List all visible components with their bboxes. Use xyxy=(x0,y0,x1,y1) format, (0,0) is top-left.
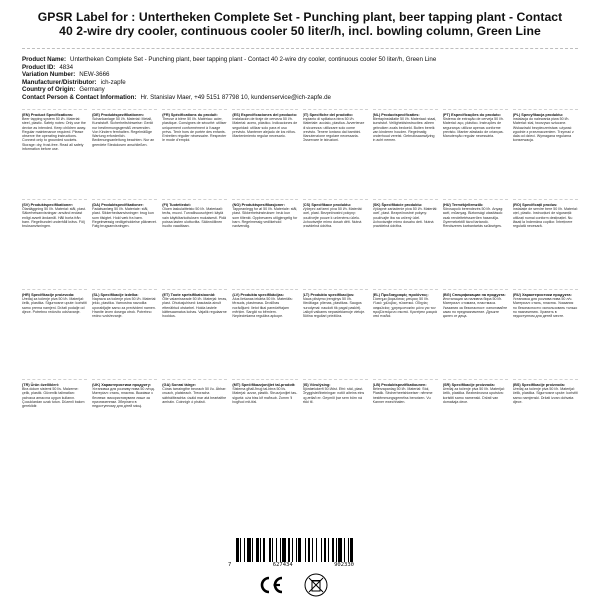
info-value: Germany xyxy=(79,86,105,94)
language-block-heading: (RU) Характеристики продукта: xyxy=(512,292,572,297)
language-block xyxy=(303,199,368,287)
language-block-heading: (SR) Specifikacije proizvoda: xyxy=(442,382,495,387)
info-row xyxy=(22,79,578,87)
language-block-text: Instalație de servire bere 50 l/h. Material: oțel, plastic. Instrucțiuni de siguranță: utilizați numai conform destinației. Nu lăsați la îndemâna copiilor. Întreținere regulată necesară. xyxy=(512,206,578,229)
language-block-text: Výčapné zariadenie piva 50 l/h. Materiál: oceľ, plast. Bezpečnostné pokyny: používajte iba na určený účel. Uchovávajte mimo dosahu detí. Nutná pravidelná údržba. xyxy=(372,206,438,229)
language-block-heading: (SK) Špecifikácie produktu: xyxy=(372,202,423,207)
language-block xyxy=(303,109,368,197)
language-block-heading: (BS) Specifikacije proizvoda: xyxy=(512,382,565,387)
ce-mark-icon xyxy=(258,576,284,594)
language-block-text: Naprava za točenje piva 50 l/h. Material: jeklo, plastika. Varnostna navodila: uporabljajte samo za predvideni namen. Hranite izven dosega otrok. Potrebno redno vzdrževanje. xyxy=(92,296,157,319)
language-block-text: Установка для розливу пива 50 л/год. Матеріал: сталь, пластик. Вказівки з безпеки: використовувати лише за призначенням. Зберігати в недоступному для дітей місці. xyxy=(92,386,155,409)
label-footer xyxy=(0,536,600,600)
language-block xyxy=(232,289,297,377)
language-block xyxy=(373,109,438,197)
language-block xyxy=(162,379,227,467)
language-block-heading: (SV) Produktspecifikationer: xyxy=(22,202,74,207)
ean-barcode xyxy=(228,538,354,570)
crossed-out-bin-icon xyxy=(304,573,328,597)
language-block-heading: (MT) Speċifikazzjonijiet tal-prodott: xyxy=(232,382,296,387)
language-block-text: Oluen laskulaitteisto 50 l/h. Materiaali: teräs, muovi. Turvallisuusohjeet: käytä vain käyttötarkoituksen mukaisesti. Pidä poissa lasten ulottuvilta. Säännöllinen huolto vaaditaan. xyxy=(162,206,226,229)
language-block-heading: (CS) Specifikace produktu: xyxy=(302,202,352,207)
language-block-text: Alaus pilstymo įrenginys 50 l/h. Medžiaga: plienas, plastikas. Saugos nurodymai: naudoti tik pagal paskirtį. Laikyti vaikams nepasiekiamoje vietoje. Būtina reguliari priežiūra. xyxy=(302,296,366,319)
language-block-heading: (DA) Produktspecifikationer: xyxy=(92,202,144,207)
language-block xyxy=(443,379,508,467)
language-blocks-grid xyxy=(22,109,578,467)
language-block xyxy=(513,109,578,197)
language-block-text: Инсталация за наливна бира 50 l/h. Материал: стомана, пластмаса. Указания за безопасност: използвайте само по предназначение. Дръжте далеч от деца. xyxy=(442,296,508,319)
language-block-heading: (FR) Spécifications du produit: xyxy=(162,112,218,117)
language-block-text: Fadølsanlæg 50 l/h. Materiale: stål, plast. Sikkerhedsanvisninger: brug kun som tilsigtet. Hold væk fra børn. Regelmæssig vedligeholdelse påkrævet. Følg brugsanvisningen. xyxy=(92,206,157,229)
info-label: Product ID: xyxy=(22,63,56,71)
language-block-text: Õlle valamisseade 50 l/h. Materjal: teras, plast. Ohutusjuhised: kasutada ainult ettenähtud otstarbel. Hoida lastele kättesaamatus kohas. Vajalik regulaarne hooldus. xyxy=(162,296,228,319)
barcode-digit-group: 902330 xyxy=(334,562,354,568)
language-block-heading: (LB) Produktspezifikatiounen: xyxy=(372,382,427,387)
language-block xyxy=(373,379,438,467)
language-block xyxy=(232,199,297,287)
language-block-heading: (IT) Specifiche del prodotto: xyxy=(302,112,353,117)
language-block-text: Výčepní zařízení piva 50 l/h. Materiál: ocel, plast. Bezpečnostní pokyny: používejte pouze k určenému účelu. Uchovávejte mimo dosah dětí. Nutná pravidelná údržba. xyxy=(302,206,363,229)
language-block xyxy=(22,379,87,467)
language-block xyxy=(373,199,438,287)
language-block-text: Instalacja do nalewania piwa 50 l/h. Materiał: stal, tworzywo sztuczne. Wskazówki bezpieczeństwa: używać zgodnie z przeznaczeniem. Trzymać z dala od dzieci. Wymagana regularna konserwacja. xyxy=(512,116,574,143)
language-block xyxy=(303,379,368,467)
language-block-text: Uređaj za točenje piva 50 l/h. Materijal: čelik, plastika. Sigurnosne upute: koristiti samo prema namjeni. Držati podalje od djece. Potrebno redovito održavanje. xyxy=(22,296,87,314)
language-block-text: Schankanlage 50 l/h. Material: Metall, Kunststoff. Sicherheitshinweise: Gerät nur bestimmungsgemäß verwenden. Von Kindern fernhalten. Regelmäßige Wartung erforderlich. Bedienungsanleitung beachten. Nur an geerdete Steckdosen anschließen. xyxy=(92,116,155,147)
language-block-heading: (LT) Produkto specifikacijos: xyxy=(302,292,355,297)
language-block xyxy=(92,109,157,197)
language-block xyxy=(513,289,578,377)
language-block xyxy=(92,289,157,377)
language-block-text: Uređaj za točenje piva 50 l/h. Materijal: čelik, plastika. Bezbednosna uputstva: koristiti samo namenski. Držati van domašaja dece. xyxy=(442,386,505,404)
language-block-heading: (EL) Προδιαγραφές προϊόντος: xyxy=(372,292,429,297)
language-block-heading: (NO) Produktspesifikasjoner: xyxy=(232,202,285,207)
language-block-heading: (LV) Produkta specifikācijas: xyxy=(232,292,284,297)
language-block-heading: (ET) Toote spetsifikatsioonid: xyxy=(162,292,216,297)
barcode-bar xyxy=(353,538,354,562)
language-block xyxy=(443,199,508,287)
language-block-text: Bjórdælukerfi 50 l/klst. Efni: stál, plast. Öryggisleiðbeiningar: notið aðeins eins og ætlað er. Geymið þar sem börn ná ekki til. xyxy=(302,386,365,404)
language-block-heading: (BG) Спецификации на продукта: xyxy=(442,292,506,297)
language-block-text: Córas tarraingthe beorach 50 l/u. Ábhar: cruach, plaisteach. Treoracha sábháilteachta: úsáid mar atá beartaithe amháin. Coinnigh ó pháistí. xyxy=(162,386,227,404)
language-block-text: Instalación de tiraje de cerveza 50 l/h. Material: acero, plástico. Indicaciones de seguridad: utilizar solo para el uso previsto. Mantener alejado de los niños. Mantenimiento regular necesario. xyxy=(232,116,298,139)
info-value: NEW-3666 xyxy=(79,71,110,79)
language-block xyxy=(162,199,227,287)
info-row xyxy=(22,56,578,64)
language-block-heading: (ES) Especificaciones del producto: xyxy=(232,112,298,117)
language-block-text: Ölanläggning 50 l/h. Material: stål, plast. Säkerhetsanvisningar: använd endast enligt avsett ändamål. Håll borta från barn. Regelbundet underhåll krävs. Följ bruksanvisningen. xyxy=(22,206,86,229)
info-label: Manufacturer/Distributor: xyxy=(22,78,97,86)
info-value: ich-zapfe xyxy=(100,78,126,86)
language-block xyxy=(513,379,578,467)
language-block-text: Impianto di spillatura birra 50 l/h. Materiale: acciaio, plastica. Avvertenze di sicurezza: utilizzare solo come previsto. Tenere lontano dai bambini. Manutenzione regolare necessaria. Osservare le istruzioni. xyxy=(302,116,365,143)
language-block-heading: (FI) Tuotetiedot: xyxy=(162,202,191,207)
language-block-text: Σύστημα βαρελίσιας μπύρας 50 l/h. Υλικό: χάλυβας, πλαστικό. Οδηγίες ασφαλείας: χρησιμοποιείτε μόνο για τον προβλεπόμενο σκοπό. Κρατήστε μακριά από παιδιά. xyxy=(372,296,437,319)
language-block-heading: (TR) Ürün özellikleri: xyxy=(22,382,60,387)
language-block xyxy=(92,379,157,467)
info-row xyxy=(22,94,578,102)
language-block-text: Bira dolum sistemi 50 l/s. Malzeme: çelik, plastik. Güvenlik talimatları: yalnızca amacına uygun kullanın. Çocuklardan uzak tutun. Düzenli bakım gereklidir. xyxy=(22,386,85,409)
language-block-heading: (PL) Specyfikacja produktu: xyxy=(512,112,564,117)
barcode-bars xyxy=(236,538,354,562)
language-block xyxy=(92,199,157,287)
language-block xyxy=(22,109,87,197)
barcode-digit-group: 627434 xyxy=(272,562,293,568)
language-block xyxy=(513,199,578,287)
language-block xyxy=(303,289,368,377)
info-value: Untertheken Complete Set - Punching plant, beer tapping plant - Contact 40 2-wire dry cooler, continuous cooler 50 liter/h, Green Line xyxy=(70,56,437,63)
language-block-heading: (EN) Product Specifications: xyxy=(22,112,74,117)
info-value: 4834 xyxy=(59,63,74,71)
barcode-digit-group: 7 xyxy=(228,562,232,568)
language-block-text: Béierzapanlag 50 l/h. Material: Stol, Plastik. Sécherheetshiweiser: nëmme bestëmmungsgeméiss benotzen. Vu Kanner ewechhalen. xyxy=(372,386,433,404)
language-block-heading: (RO) Specificații produs: xyxy=(512,202,558,207)
language-block-text: Biertapinstallatie 50 l/h. Materiaal: staal, kunststof. Veiligheidsinstructies: alleen gebruiken zoals bedoeld. Buiten bereik van kinderen houden. Regelmatig onderhoud vereist. Gebruiksaanwijzing in acht nemen. xyxy=(372,116,437,143)
info-label: Contact Person & Contact Information: xyxy=(22,93,137,101)
language-block-text: Tireuse à bière 50 l/h. Matériau: acier, plastique. Consignes de sécurité: utiliser uniquement conformément à l'usage prévu. Tenir hors de portée des enfants. Entretien régulier nécessaire. Respecter le mode d'emploi. xyxy=(162,116,227,143)
language-block-heading: (DE) Produktspezifikationen: xyxy=(92,112,145,117)
language-block-text: Установка для розлива пива 50 л/ч. Материал: сталь, пластик. Указания по безопасности: использовать только по назначению. Хранить в недоступном для детей месте. xyxy=(512,296,578,319)
language-block-text: Tappeanlegg for øl 50 l/h. Materiale: stål, plast. Sikkerhetsinstrukser: bruk kun som tiltenkt. Oppbevares utilgjengelig for barn. Regelmessig vedlikehold nødvendig. xyxy=(232,206,298,229)
language-block xyxy=(162,109,227,197)
language-block-text: Beer tapping system 50 l/h. Material: steel, plastic. Safety notes: Only use the device as intended. Keep children away. Regular maintenance required. Please observe the operating instructions. Connect only to grounded sockets. Storage: dry, frost-free. Read all safety information before use. xyxy=(22,116,87,152)
info-value: Hr. Stanislav Maer, +49 5151 87798 10, kundenservice@ich-zapfe.de xyxy=(140,93,331,101)
language-block xyxy=(232,109,297,197)
info-row xyxy=(22,71,578,79)
language-block-text: Sörcsapoló berendezés 50 l/h. Anyag: acél, műanyag. Biztonsági utasítások: csak rendeltetésszerűen használja. Gyermekektől távol tartandó. Rendszeres karbantartás szükséges. xyxy=(442,206,504,229)
info-row xyxy=(22,86,578,94)
language-block-heading: (GA) Sonraí táirge: xyxy=(162,382,197,387)
language-block-heading: (PT) Especificações do produto: xyxy=(442,112,501,117)
language-block-heading: (IS) Vörulýsing: xyxy=(302,382,331,387)
language-block-text: Sistema għall-ħruġ tal-birra 50 l/s. Materjal: azzar, plastik. Struzzjonijiet tas-sigurtà: uża biss kif maħsub. Żomm 'il bogħod mit-tfal. xyxy=(232,386,298,404)
language-block-heading: (SL) Specifikacije izdelka: xyxy=(92,292,139,297)
language-block-heading: (NL) Productspecificaties: xyxy=(372,112,420,117)
info-label: Variation Number: xyxy=(22,71,76,79)
language-block xyxy=(373,289,438,377)
language-block-text: Alus liešanas iekārta 50 l/h. Materiāls: tērauds, plastmasa. Drošības norādījumi: lietot tikai paredzētajam mērķim. Sargāt no bērniem. Nepieciešama regulāra apkope. xyxy=(232,296,293,319)
language-block-heading: (UK) Характеристики продукту: xyxy=(92,382,152,387)
language-block xyxy=(22,199,87,287)
language-block xyxy=(443,109,508,197)
language-block-heading: (HR) Specifikacije proizvoda: xyxy=(22,292,75,297)
divider xyxy=(22,48,578,49)
info-label: Country of Origin: xyxy=(22,86,76,94)
language-block xyxy=(162,289,227,377)
language-block xyxy=(232,379,297,467)
language-block-text: Sistema de extração de cerveja 50 l/h. Material: aço, plástico. Instruções de segurança: utilizar apenas conforme previsto. Manter afastado de crianças. Manutenção regular necessária. xyxy=(442,116,504,139)
info-row xyxy=(22,64,578,72)
language-block xyxy=(443,289,508,377)
language-block xyxy=(22,289,87,377)
language-block-text: Uređaj za točenje piva 50 l/h. Materijal: čelik, plastika. Sigurnosne upute: koristiti samo namjenski. Držati izvan dohvata djece. xyxy=(512,386,578,404)
barcode-digits xyxy=(228,562,354,568)
info-label: Product Name: xyxy=(22,56,67,63)
product-info xyxy=(22,56,578,102)
language-block-heading: (HU) Termékjellemzők: xyxy=(442,202,484,207)
page-title: GPSR Label for : Untertheken Complete Set - Punching plant, beer tapping plant - Contact 40 2-wire dry cooler, continuous cooler 50 liter/h, incl. bowling column, Green Line xyxy=(37,10,563,38)
